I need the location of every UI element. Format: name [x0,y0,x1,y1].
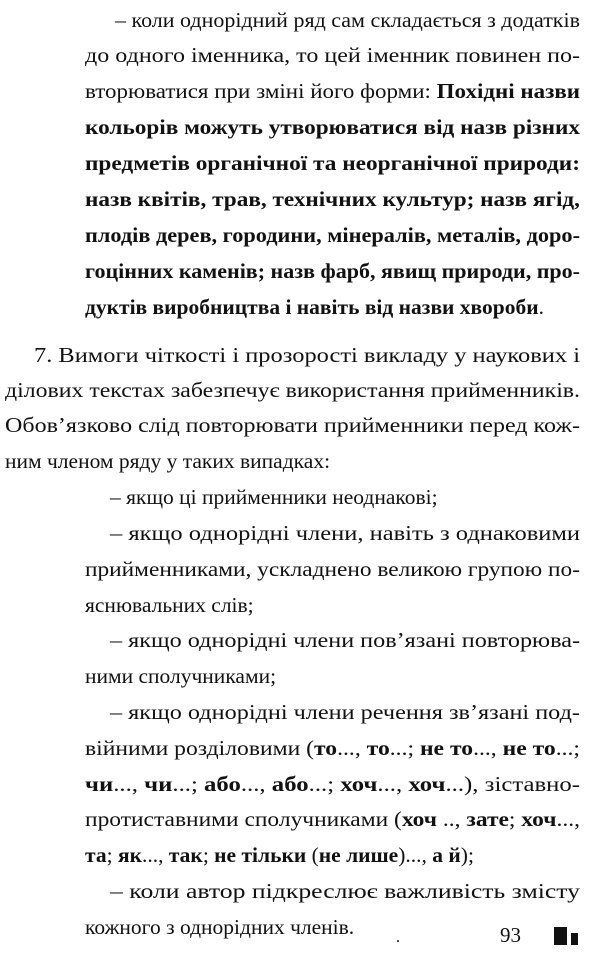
text: ..., [240,772,272,796]
text: прийменниками, ускладнено великою групою по- [85,557,580,581]
block1-line [85,111,580,143]
block2-line [110,517,580,549]
text: – коли однорідний ряд сам складається з додатків [115,8,580,32]
block1-line [85,291,544,323]
block1-line [85,183,580,215]
text: ділових текстах забезпечує використання прийменників. [5,378,580,402]
bold-text: то [314,736,338,760]
text: ; [508,807,522,831]
text: ..., [337,736,367,760]
block2-line [110,481,438,513]
text: )..., [398,843,433,867]
text: Обов’язково слід повторювати прийменники перед кож- [5,413,580,437]
block1-line [85,147,580,179]
block2-line [85,553,580,585]
bold-text: не лише [318,843,399,867]
bold-text: хоч [401,807,438,831]
bold-text: плодів дерев, городини, мінералів, металів, доро- [85,223,580,247]
bold-text: то [366,736,390,760]
block2-line [110,696,580,728]
block1-line [85,219,580,251]
block2-line [5,374,580,406]
page-marker-square [554,927,567,945]
block2-line [110,624,580,656]
block2-line [85,732,580,764]
text: – якщо однорідні члени, навіть з однаковими [110,521,580,545]
bold-text: назв квітів, трав, технічних культур; назв ягід, [85,187,580,211]
text: протиставними сполучниками ( [85,807,402,831]
text: ..., [141,843,169,867]
text: ...; [172,772,205,796]
block2-line [5,409,580,441]
text: . [538,295,544,319]
text: 7. Вимоги чіткості і прозорості викладу у наукових і [34,343,580,367]
text: ; [202,843,215,867]
bold-text: не то [502,736,556,760]
block2-line [110,875,580,907]
bold-text: кольорів можуть утворюватися від назв різних [85,115,580,139]
block2-line [85,589,254,621]
text: ...; [555,736,580,760]
page-number: 93 [500,923,521,947]
block2-line [85,911,354,943]
text: ..., [113,772,145,796]
bold-text: як [117,843,142,867]
text: ..., [473,736,503,760]
text: ними сполучниками; [85,664,277,688]
bold-text: так [168,843,203,867]
text: ); [460,843,474,867]
bold-text: та [85,843,107,867]
text: – якщо однорідні члени речення зв’язані под- [110,700,580,724]
bold-text: хоч [408,772,446,796]
bold-text: дуктів виробництва і навіть від назви хвороби [85,295,539,319]
text: .., [437,807,467,831]
bold-text: чи [144,772,173,796]
block1-line [85,39,580,71]
block2-line [85,768,580,800]
bold-text: зате [466,807,509,831]
block1-line [85,255,580,287]
page-marker-small [571,933,578,945]
text: – якщо однорідні члени пов’язані повторюва- [110,628,580,652]
text: кожного з однорідних членів. [85,915,355,939]
block2-line [85,803,580,835]
text: ..., [377,772,409,796]
bold-text: а й [432,843,461,867]
bold-text: Похідні назви [436,79,580,103]
bold-text: гоцінних каменів; назв фарб, явищ природи, про- [85,259,580,283]
text: ..., [556,807,580,831]
text: – якщо ці прийменники неоднакові; [110,485,438,509]
text: ...), зіставно- [445,772,580,796]
text: ; [106,843,118,867]
text: війними розділовими ( [85,736,315,760]
block1-line [85,75,580,107]
bold-text: або [271,772,309,796]
text: – коли автор підкреслює важливість змісту [110,879,580,903]
bold-text: хоч [521,807,557,831]
text: ( [306,843,319,867]
text: яснювальних слів; [85,593,254,617]
text: ...; [308,772,341,796]
text: вторюватися при зміні його форми: [85,79,437,103]
bold-text: предметів органічної та неорганічної природи: [85,151,580,175]
bold-text: хоч [340,772,378,796]
text: ним членом ряду у таких випадках: [5,449,331,473]
block2-line [85,660,276,692]
bold-text: або [204,772,241,796]
text: ...; [389,736,420,760]
block2-line [85,839,474,871]
block2-line [34,339,580,371]
block1-line [115,4,580,36]
speck [397,940,399,942]
text: до одного іменника, то цей іменник повинен по- [85,43,580,67]
bold-text: чи [85,772,114,796]
block2-line [5,445,330,477]
bold-text: не то [419,736,474,760]
bold-text: не тільки [214,843,307,867]
